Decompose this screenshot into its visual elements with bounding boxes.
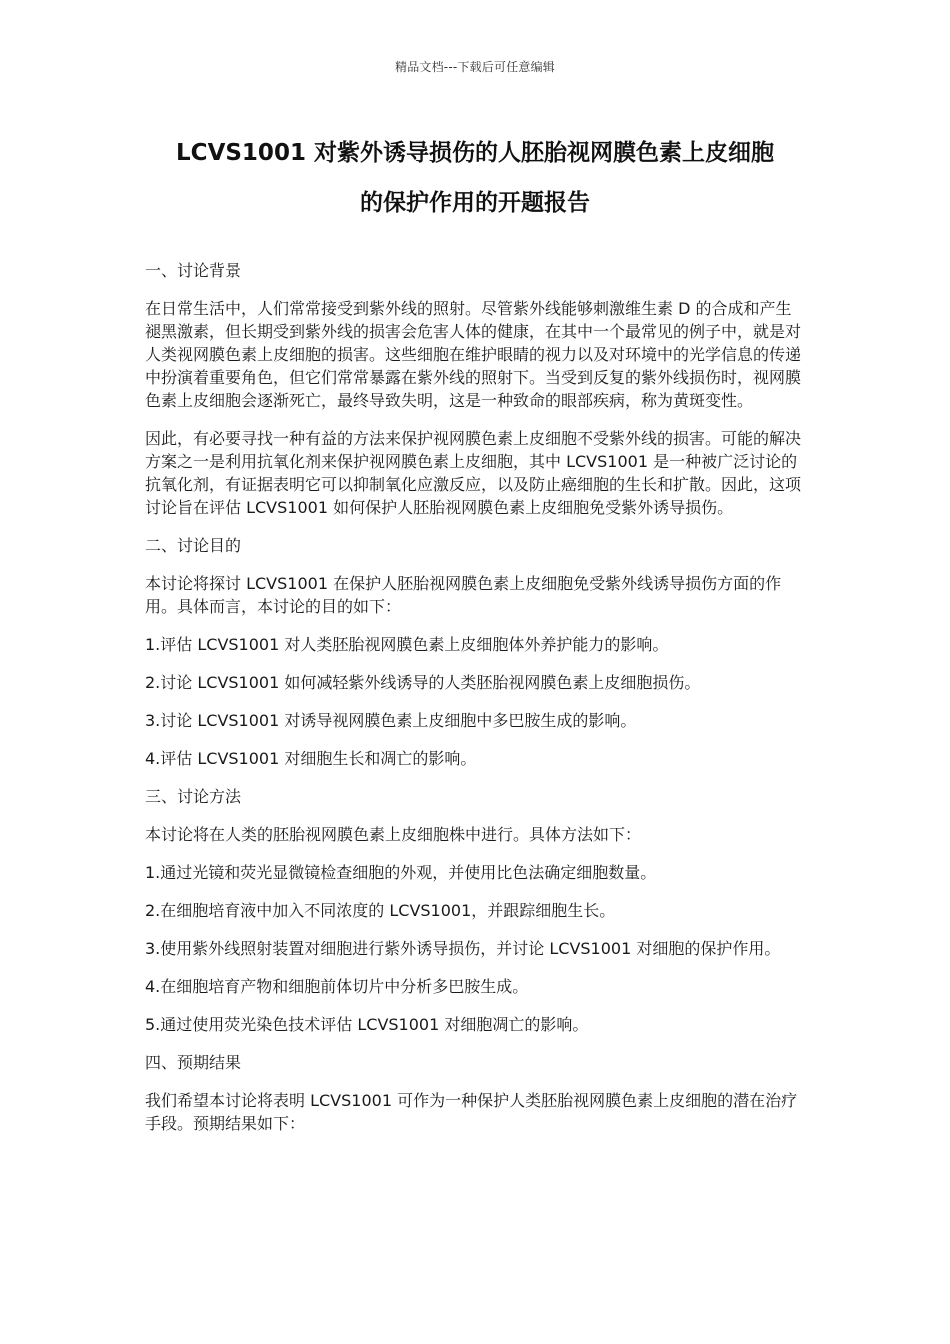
list-item-objective-4: 4.评估 LCVS1001 对细胞生长和凋亡的影响。: [145, 749, 477, 768]
title-line-1: LCVS1001 对紫外诱导损伤的人胚胎视网膜色素上皮细胞: [176, 140, 774, 166]
paragraph-expected-results-intro: 我们希望本讨论将表明 LCVS1001 可作为一种保护人类胚胎视网膜色素上皮细胞的潜在治疗手段。预期结果如下：: [145, 1091, 798, 1133]
list-item-method-4: 4.在细胞培育产物和细胞前体切片中分析多巴胺生成。: [145, 977, 529, 996]
list-item-method-2: 2.在细胞培育液中加入不同浓度的 LCVS1001，并跟踪细胞生长。: [145, 901, 616, 920]
title-line-2: 的保护作用的开题报告: [360, 190, 590, 216]
paragraph-background-2: 因此，有必要寻找一种有益的方法来保护视网膜色素上皮细胞不受紫外线的损害。可能的解决方案之一是利用抗氧化剂来保护视网膜色素上皮细胞，其中 LCVS1001 是一种被广泛讨论的抗氧化剂，有证据表明它可以抑制氧化应激反应，以及防止癌细胞的生长和扩散。因此，这项讨论旨在评估 LCVS1001 如何保护人胚胎视网膜色素上皮细胞免受紫外诱导损伤。: [145, 429, 802, 517]
list-item-objective-3: 3.讨论 LCVS1001 对诱导视网膜色素上皮细胞中多巴胺生成的影响。: [145, 711, 637, 730]
paragraph-methods-intro: 本讨论将在人类的胚胎视网膜色素上皮细胞株中进行。具体方法如下：: [145, 825, 642, 844]
section-heading-methods: 三、讨论方法: [145, 787, 242, 806]
header-note: 精品文档---下载后可任意编辑: [395, 60, 555, 74]
document-title: [120, 128, 830, 228]
list-item-method-1: 1.通过光镜和荧光显微镜检查细胞的外观，并使用比色法确定细胞数量。: [145, 863, 657, 882]
list-item-objective-1: 1.评估 LCVS1001 对人类胚胎视网膜色素上皮细胞体外养护能力的影响。: [145, 635, 669, 654]
list-item-method-3: 3.使用紫外线照射装置对细胞进行紫外诱导损伤，并讨论 LCVS1001 对细胞的保护作用。: [145, 939, 781, 958]
list-item-method-5: 5.通过使用荧光染色技术评估 LCVS1001 对细胞凋亡的影响。: [145, 1015, 589, 1034]
section-heading-expected-results: 四、预期结果: [145, 1053, 242, 1072]
paragraph-objectives-intro: 本讨论将探讨 LCVS1001 在保护人胚胎视网膜色素上皮细胞免受紫外线诱导损伤方面的作用。具体而言，本讨论的目的如下：: [145, 574, 782, 616]
section-heading-background: 一、讨论背景: [145, 261, 242, 280]
list-item-objective-2: 2.讨论 LCVS1001 如何减轻紫外线诱导的人类胚胎视网膜色素上皮细胞损伤。: [145, 673, 701, 692]
paragraph-background-1: 在日常生活中，人们常常接受到紫外线的照射。尽管紫外线能够刺激维生素 D 的合成和产生褪黑激素，但长期受到紫外线的损害会危害人体的健康，在其中一个最常见的例子中，就是对人类视网膜色素上皮细胞的损害。这些细胞在维护眼睛的视力以及对环境中的光学信息的传递中扮演着重要角色，但它们常常暴露在紫外线的照射下。当受到反复的紫外线损伤时，视网膜色素上皮细胞会逐渐死亡，最终导致失明，这是一种致命的眼部疾病，称为黄斑变性。: [145, 299, 802, 410]
document-body: [145, 259, 807, 1150]
section-heading-objectives: 二、讨论目的: [145, 536, 242, 555]
